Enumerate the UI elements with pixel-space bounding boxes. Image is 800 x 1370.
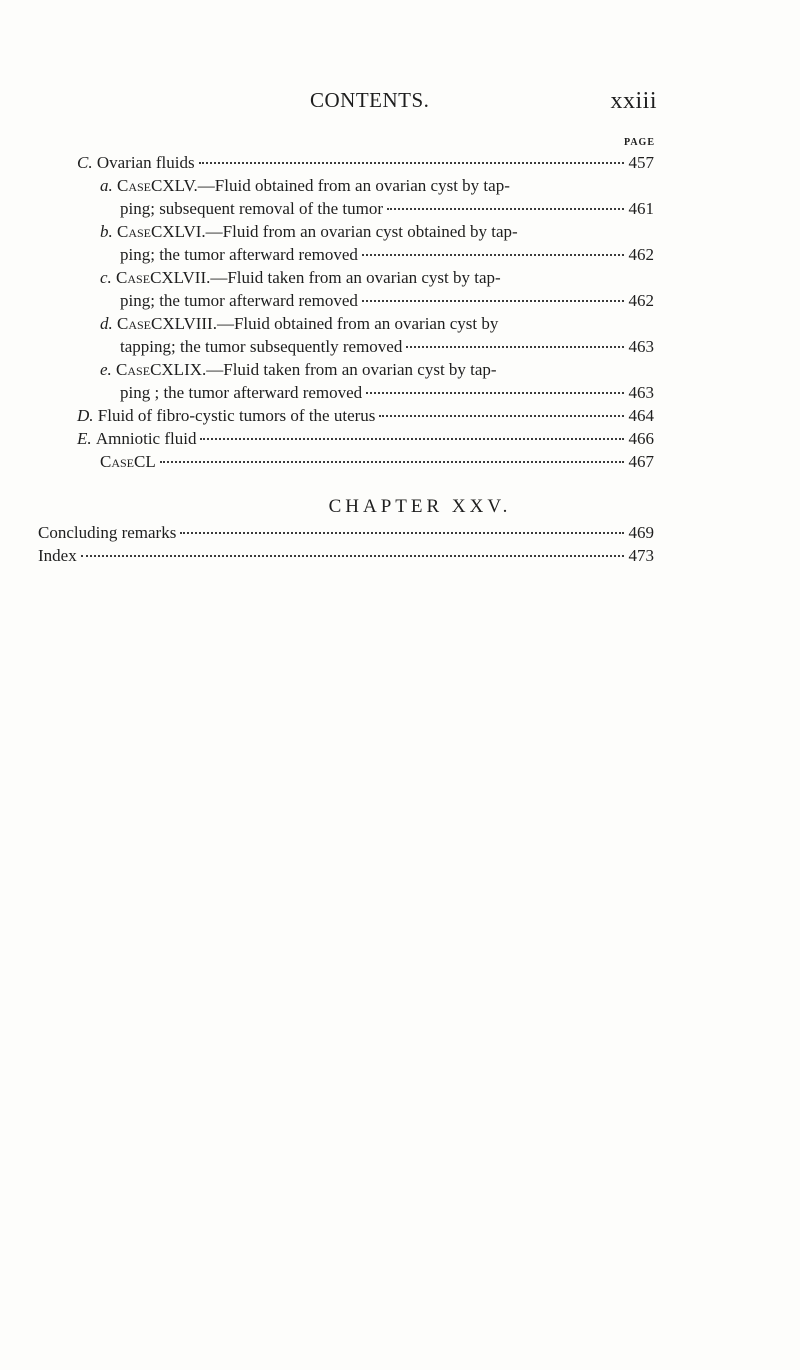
- entry-title: Index: [38, 546, 77, 565]
- entry-label: e.: [100, 360, 112, 379]
- entry-label: C.: [77, 153, 93, 172]
- dot-leader: [160, 461, 624, 463]
- toc-entry: [77, 428, 654, 450]
- entry-page: 463: [628, 337, 654, 356]
- entry-title: CXLVII.—Fluid taken from an ovarian cyst by tap-: [150, 268, 501, 287]
- toc-entry: [100, 175, 510, 197]
- dot-leader: [366, 392, 624, 394]
- entry-title: CXLV.—Fluid obtained from an ovarian cyst by tap-: [151, 176, 510, 195]
- toc-entry: [100, 313, 498, 335]
- toc-entry-continuation: [120, 290, 654, 312]
- entry-page: 457: [628, 153, 654, 172]
- entry-title: Concluding remarks: [38, 523, 177, 542]
- entry-page: 466: [628, 429, 654, 448]
- entry-title: CXLIX.—Fluid taken from an ovarian cyst by tap-: [150, 360, 497, 379]
- case-word: Case: [117, 222, 152, 241]
- entry-title: Amniotic fluid: [95, 429, 197, 448]
- toc-entry: [100, 267, 501, 289]
- entry-title: tapping; the tumor subsequently removed: [120, 337, 403, 356]
- entry-label: E.: [77, 429, 92, 448]
- toc-entry: [38, 522, 654, 544]
- dot-leader: [387, 208, 624, 210]
- case-word: Case: [116, 360, 151, 379]
- entry-title: CL: [134, 452, 156, 471]
- case-word: Case: [116, 268, 151, 287]
- toc-entry: [77, 405, 654, 427]
- toc-entry: [38, 545, 654, 567]
- dot-leader: [199, 162, 624, 164]
- entry-label: c.: [100, 268, 112, 287]
- toc-entry: [77, 152, 654, 174]
- running-head: [0, 88, 800, 118]
- page-number: xxiii: [610, 88, 657, 114]
- entry-page: 464: [628, 406, 654, 425]
- entry-title: ping; the tumor afterward removed: [120, 245, 358, 264]
- page-column-label: PAGE: [623, 137, 655, 148]
- entry-page: 461: [628, 199, 654, 218]
- dot-leader: [362, 300, 624, 302]
- dot-leader: [362, 254, 624, 256]
- entry-title: ping; the tumor afterward removed: [120, 291, 358, 310]
- toc-entry-continuation: [120, 336, 654, 358]
- dot-leader: [200, 438, 624, 440]
- toc-entry: [100, 451, 654, 473]
- case-word: Case: [117, 176, 152, 195]
- toc-entry-continuation: [120, 382, 654, 404]
- toc-entry: [100, 221, 518, 243]
- entry-title: CXLVI.—Fluid from an ovarian cyst obtained by tap-: [151, 222, 518, 241]
- entry-title: ping; subsequent removal of the tumor: [120, 199, 383, 218]
- entry-page: 467: [628, 452, 654, 471]
- entry-title: CXLVIII.—Fluid obtained from an ovarian cyst by: [151, 314, 499, 333]
- toc-entry-continuation: [120, 244, 654, 266]
- entry-title: Ovarian fluids: [96, 153, 195, 172]
- dot-leader: [379, 415, 624, 417]
- entry-label: D.: [77, 406, 94, 425]
- entry-page: 462: [628, 291, 654, 310]
- entry-page: 473: [628, 546, 654, 565]
- entry-page: 463: [628, 383, 654, 402]
- chapter-heading: CHAPTER XXV.: [328, 496, 512, 517]
- dot-leader: [180, 532, 624, 534]
- entry-title: Fluid of fibro-cystic tumors of the uterus: [97, 406, 376, 425]
- entry-title: ping ; the tumor afterward removed: [120, 383, 363, 402]
- entry-label: b.: [100, 222, 113, 241]
- case-word: Case: [100, 452, 135, 471]
- dot-leader: [406, 346, 624, 348]
- toc-entry: [100, 359, 497, 381]
- entry-label: a.: [100, 176, 113, 195]
- dot-leader: [81, 555, 624, 557]
- case-word: Case: [117, 314, 152, 333]
- entry-label: d.: [100, 314, 113, 333]
- entry-page: 469: [628, 523, 654, 542]
- toc-entry-continuation: [120, 198, 654, 220]
- entry-page: 462: [628, 245, 654, 264]
- page-title: CONTENTS.: [310, 88, 430, 112]
